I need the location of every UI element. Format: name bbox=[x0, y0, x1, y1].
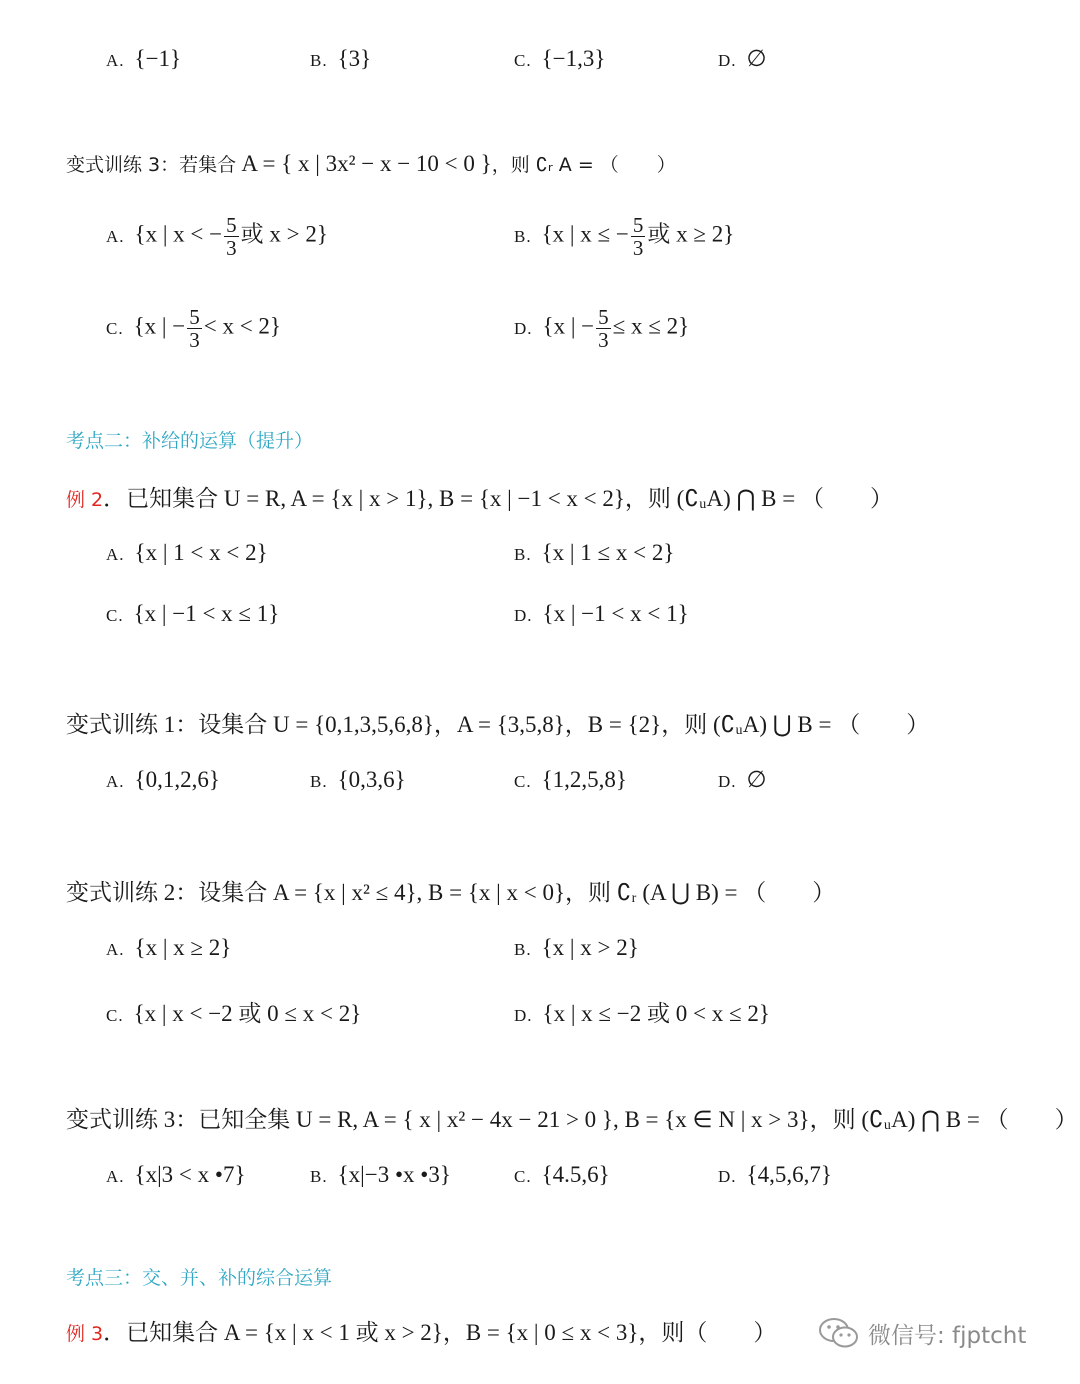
option-label: D. bbox=[718, 1167, 737, 1186]
option-label: B. bbox=[310, 772, 328, 791]
variant-3b-option-d bbox=[718, 1162, 832, 1188]
variant-3a-option-c bbox=[106, 306, 281, 351]
option-pre: {x | x < − bbox=[134, 221, 223, 247]
question-text: 变式训练 2：设集合 A = {x | x² ≤ 4}, B = {x | x < 0}，则 ∁ᵣ (A ⋃ B) = （ ） bbox=[66, 880, 836, 905]
variant-3b-option-b bbox=[310, 1162, 451, 1188]
option-label: C. bbox=[106, 606, 124, 625]
option-d bbox=[718, 46, 767, 72]
option-label: C. bbox=[106, 318, 124, 338]
example-text: ．已知集合 U = R, A = {x | x > 1}, B = {x | −1 < x < 2}，则 (∁ᵤA) ⋂ B = （ ） bbox=[103, 486, 893, 511]
question-tail: ，则 ∁ᵣ A = （ ） bbox=[491, 154, 676, 176]
option-value: {x | x ≥ 2} bbox=[134, 935, 232, 960]
option-value: {4,5,6,7} bbox=[746, 1162, 832, 1187]
option-value: {x | −1 < x < 1} bbox=[542, 601, 689, 626]
option-value: {x | x ≤ −2 或 0 < x ≤ 2} bbox=[542, 1001, 770, 1026]
fraction-num: 5 bbox=[189, 305, 200, 329]
question-text: 变式训练 3：已知全集 U = R, A = { x | x² − 4x − 21 > 0 }, B = {x ∈ N | x > 3}，则 (∁ᵤA) ⋂ B = （ ） bbox=[66, 1107, 1078, 1132]
option-value: {1,2,5,8} bbox=[541, 767, 627, 792]
example-text: ．已知集合 A = {x | x < 1 或 x > 2}，B = {x | 0 ≤ x < 3}，则（ ） bbox=[103, 1320, 777, 1345]
variant-2-option-c bbox=[106, 995, 361, 1028]
option-value: {x|3 < x •7} bbox=[134, 1162, 246, 1187]
variant-3a-option-a bbox=[106, 214, 328, 259]
fraction-den: 3 bbox=[226, 236, 237, 261]
fraction-num: 5 bbox=[632, 213, 644, 237]
option-label: A. bbox=[106, 545, 125, 564]
variant-3a-question bbox=[66, 150, 676, 177]
variant-3a-option-b bbox=[514, 214, 734, 259]
option-value: {−1} bbox=[134, 46, 182, 71]
variant-1-question bbox=[66, 706, 929, 739]
option-post: ≤ x ≤ 2} bbox=[612, 313, 690, 339]
option-label: B. bbox=[514, 940, 532, 959]
option-label: A. bbox=[106, 51, 125, 70]
question-expr: A = { x | 3x² − x − 10 < 0 } bbox=[241, 151, 492, 176]
example-2-option-c bbox=[106, 601, 279, 627]
example-3-question bbox=[66, 1314, 776, 1347]
example-2-option-d bbox=[514, 601, 689, 627]
fraction-den: 3 bbox=[632, 236, 644, 261]
option-pre: {x | − bbox=[133, 313, 186, 339]
option-label: D. bbox=[718, 51, 737, 70]
option-value: {0,3,6} bbox=[337, 767, 406, 792]
option-value: {0,1,2,6} bbox=[134, 767, 220, 792]
option-label: B. bbox=[310, 1167, 328, 1186]
option-value: ∅ bbox=[746, 46, 767, 71]
option-label: D. bbox=[514, 606, 533, 625]
option-label: C. bbox=[514, 772, 532, 791]
variant-2-option-b bbox=[514, 935, 639, 961]
option-label: A. bbox=[106, 940, 125, 959]
variant-2-option-a bbox=[106, 935, 231, 961]
wechat-icon bbox=[818, 1316, 860, 1350]
option-value: {x|−3 •x •3} bbox=[337, 1162, 451, 1187]
option-label: C. bbox=[514, 51, 532, 70]
option-label: B. bbox=[310, 51, 328, 70]
option-c bbox=[514, 46, 605, 72]
option-value: {x | −1 < x ≤ 1} bbox=[133, 601, 280, 626]
option-value: {x | x < −2 或 0 ≤ x < 2} bbox=[133, 1001, 362, 1026]
option-value: {x | 1 ≤ x < 2} bbox=[541, 540, 675, 565]
option-label: A. bbox=[106, 226, 125, 246]
section-2-heading: 考点二：补给的运算（提升） bbox=[66, 430, 314, 452]
option-label: B. bbox=[514, 226, 532, 246]
fraction-num: 5 bbox=[226, 213, 237, 237]
option-a bbox=[106, 46, 181, 72]
fraction bbox=[596, 306, 611, 351]
fraction bbox=[631, 214, 646, 259]
variant-3b-option-a bbox=[106, 1162, 246, 1188]
option-label: D. bbox=[514, 1006, 533, 1025]
fraction bbox=[187, 306, 202, 351]
option-value: ∅ bbox=[746, 767, 767, 792]
option-post: < x < 2} bbox=[203, 313, 281, 339]
fraction-num: 5 bbox=[598, 305, 609, 329]
option-value: {−1,3} bbox=[541, 46, 606, 71]
option-label: C. bbox=[514, 1167, 532, 1186]
option-label: A. bbox=[106, 772, 125, 791]
option-label: D. bbox=[718, 772, 737, 791]
question-label: 变式训练 3：若集合 bbox=[66, 154, 237, 176]
option-value: {x | 1 < x < 2} bbox=[134, 540, 268, 565]
variant-3b-option-c bbox=[514, 1162, 610, 1188]
option-post: 或 x > 2} bbox=[240, 221, 328, 247]
fraction-den: 3 bbox=[598, 328, 609, 353]
wechat-watermark bbox=[818, 1316, 1026, 1350]
option-value: {4.5,6} bbox=[541, 1162, 610, 1187]
example-label: 例 2 bbox=[66, 489, 104, 511]
variant-2-option-d bbox=[514, 995, 770, 1028]
example-2-option-b bbox=[514, 540, 674, 566]
option-label: A. bbox=[106, 1167, 125, 1186]
example-2-question bbox=[66, 480, 893, 513]
option-b bbox=[310, 46, 371, 72]
option-pre: {x | x ≤ − bbox=[541, 221, 629, 247]
watermark-text: 微信号: fjptcht bbox=[868, 1322, 1027, 1349]
fraction bbox=[224, 214, 239, 259]
variant-2-question bbox=[66, 874, 835, 907]
option-label: B. bbox=[514, 545, 532, 564]
example-2-option-a bbox=[106, 540, 268, 566]
fraction-den: 3 bbox=[189, 328, 200, 353]
variant-1-option-a bbox=[106, 767, 220, 793]
option-post: 或 x ≥ 2} bbox=[647, 221, 735, 247]
option-label: D. bbox=[514, 318, 533, 338]
question-text: 变式训练 1：设集合 U = {0,1,3,5,6,8}，A = {3,5,8}，B = {2}，则 (∁ᵤA) ⋃ B = （ ） bbox=[66, 712, 930, 737]
variant-3a-option-d bbox=[514, 306, 689, 351]
variant-1-option-b bbox=[310, 767, 406, 793]
option-value: {x | x > 2} bbox=[541, 935, 639, 960]
variant-1-option-c bbox=[514, 767, 627, 793]
option-label: C. bbox=[106, 1006, 124, 1025]
option-value: {3} bbox=[337, 46, 372, 71]
variant-3b-question bbox=[66, 1101, 1078, 1134]
option-pre: {x | − bbox=[542, 313, 595, 339]
section-3-heading: 考点三：交、并、补的综合运算 bbox=[66, 1267, 333, 1289]
example-label: 例 3 bbox=[66, 1323, 104, 1345]
variant-1-option-d bbox=[718, 767, 767, 793]
